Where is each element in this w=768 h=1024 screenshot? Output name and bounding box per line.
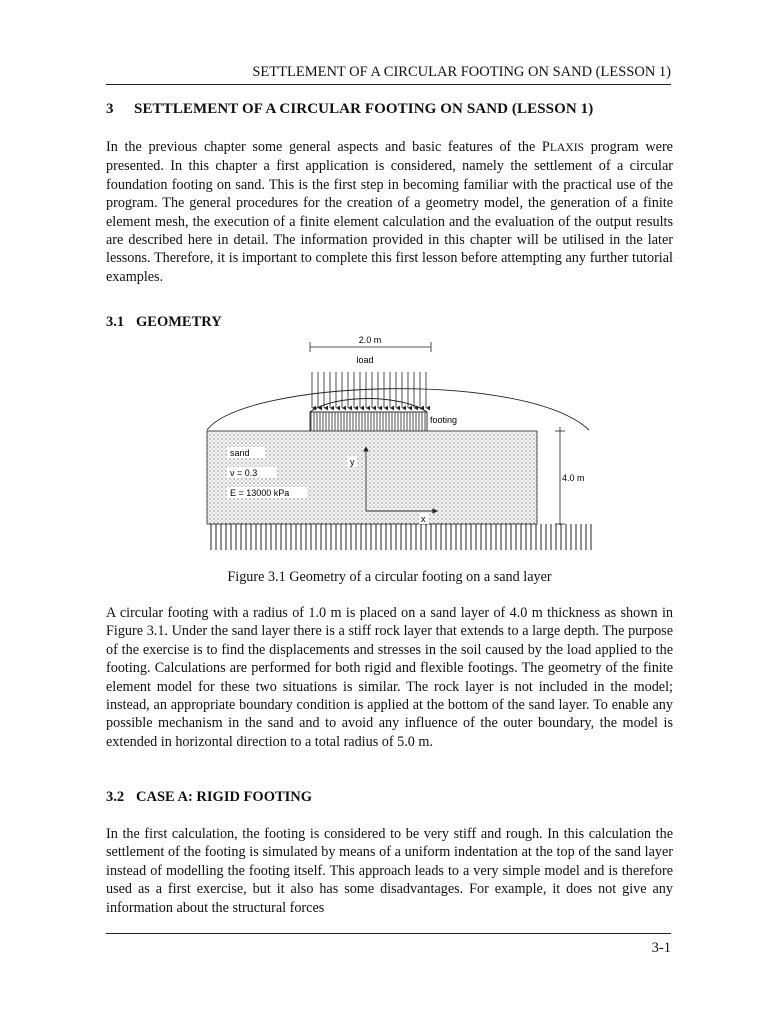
y-axis-label: y — [350, 457, 355, 467]
chapter-title: SETTLEMENT OF A CIRCULAR FOOTING ON SAND (LESSON 1) — [134, 101, 594, 117]
case-a-paragraph: In the first calculation, the footing is considered to be very stiff and rough. In this calculation the settlement of the footing is simulated by means of a uniform indentation at the top of the sand layer instead of modelling the footing itself. This approach leads to a very simple model and is therefore used as a first exercise, but it also has some disadvantages. For example, it does not give any information about the structural forces — [106, 826, 673, 916]
running-header — [106, 64, 671, 85]
geometry-figure — [205, 330, 595, 552]
width-dimension — [310, 335, 431, 352]
intro-text-rest: program were presented. In this chapter a first application is considered, namely the settlement of a circular foundation footing on sand. This is the first step in becoming familiar with the practical use of the program. The general procedures for the creation of a geometry model, the generation of a finite element mesh, the execution of a finite element calculation and the evaluation of the output results are described here in detail. The information provided in this chapter will be utilised in the later lessons. Therefore, it is important to complete this first lesson before attempting any further tutorial examples. — [106, 139, 673, 285]
section-geometry-heading — [106, 314, 222, 331]
chapter-number: 3 — [106, 101, 114, 117]
rock-layer — [207, 524, 592, 550]
section-case-a-heading — [106, 789, 312, 806]
plaxis-small-caps: LAXIS — [549, 141, 585, 154]
figure-caption: Figure 3.1 Geometry of a circular footing on a sand layer — [227, 569, 552, 585]
footing-label: footing — [430, 415, 458, 425]
width-label: 2.0 m — [358, 335, 382, 345]
section-title: CASE A: RIGID FOOTING — [136, 789, 313, 805]
running-header-title: SETTLEMENT OF A CIRCULAR FOOTING ON SAND (LESSON 1) — [252, 64, 671, 80]
intro-text-start: In the previous chapter some general aspects and basic features of the P — [106, 139, 550, 155]
section-number: 3.2 — [106, 789, 125, 805]
load-label: load — [356, 355, 374, 365]
footing-block — [310, 412, 427, 432]
load-arrows — [312, 372, 426, 408]
intro-paragraph — [106, 138, 673, 286]
section-title: GEOMETRY — [136, 314, 222, 330]
nu-label: ν = 0.3 — [230, 468, 258, 478]
footer-rule — [106, 933, 671, 934]
depth-dimension — [555, 427, 585, 525]
sand-label: sand — [230, 448, 250, 458]
section-number: 3.1 — [106, 314, 125, 330]
footing-dome — [310, 399, 427, 413]
page-number: 3-1 — [651, 940, 671, 956]
geometry-paragraph: A circular footing with a radius of 1.0 m is placed on a sand layer of 4.0 m thickness as shown in Figure 3.1. Under the sand layer there is a stiff rock layer that extends to a large depth. The purpose of the exercise is to find the displacements and stresses in the soil caused by the load applied to the footing. Calculations are performed for both rigid and flexible footings. The geometry of the finite element model for these two situations is similar. The rock layer is not included in the model; instead, an appropriate boundary condition is applied at the bottom of the sand layer. To enable any possible mechanism in the sand and to avoid any influence of the outer boundary, the model is extended in horizontal direction to a total radius of 5.0 m. — [106, 605, 673, 750]
x-axis-label: x — [421, 514, 426, 524]
geometry-figure-svg — [205, 330, 595, 552]
chapter-heading — [106, 101, 593, 118]
depth-label: 4.0 m — [562, 473, 585, 483]
e-label: E = 13000 kPa — [230, 488, 290, 498]
